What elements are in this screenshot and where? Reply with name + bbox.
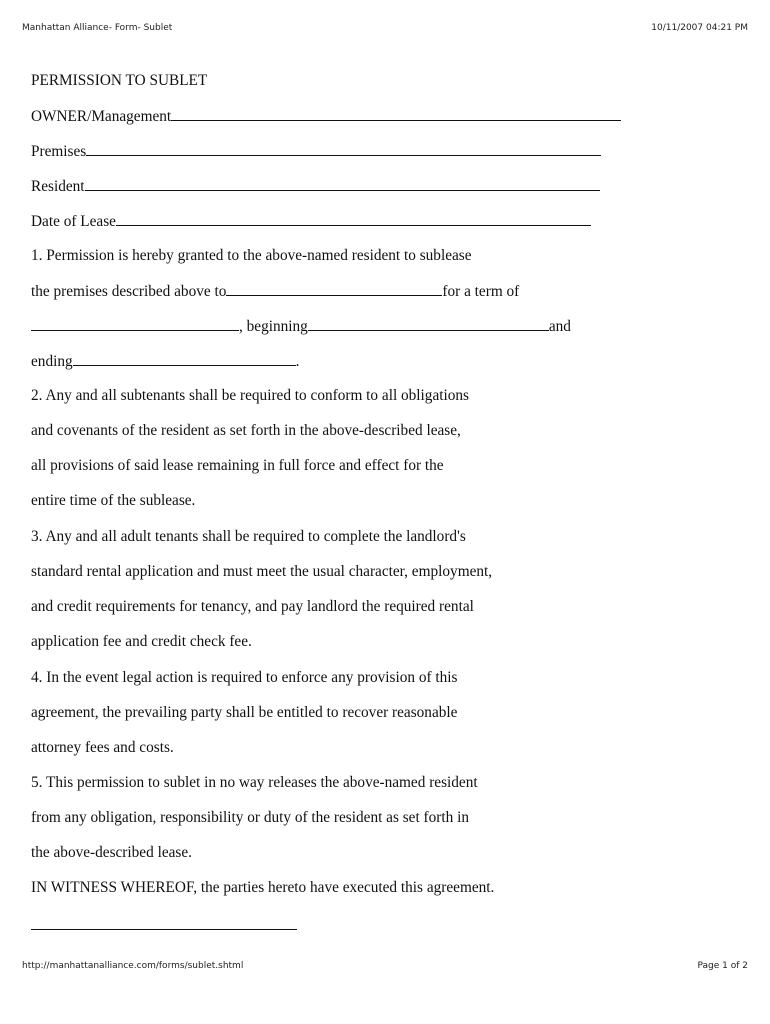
clause3-line: application fee and credit check fee.: [31, 633, 252, 650]
clause1-text: , beginning: [239, 318, 308, 335]
clause1-line: 1. Permission is hereby granted to the above-named resident to sublease: [31, 247, 472, 264]
beginning-blank-line: [308, 316, 549, 331]
clause2-line: 2. Any and all subtenants shall be required to conform to all obligations: [31, 387, 470, 404]
clause1-line: [31, 351, 299, 372]
clause3-line: and credit requirements for tenancy, and pay landlord the required rental: [31, 598, 474, 615]
clause5-line: 5. This permission to sublet in no way releases the above-named resident: [31, 774, 478, 791]
premises-field-label: Premises: [31, 143, 87, 160]
signature-line: [31, 929, 297, 930]
clause1-text: .: [295, 353, 300, 370]
date-of-lease-blank-line: [116, 211, 591, 226]
clause1-text: and: [548, 318, 571, 335]
clause5-line: the above-described lease.: [31, 844, 192, 861]
clause4-line: agreement, the prevailing party shall be entitled to recover reasonable: [31, 704, 458, 721]
witness-statement: IN WITNESS WHEREOF, the parties hereto have executed this agreement.: [31, 879, 495, 896]
ending-blank-line: [73, 351, 296, 366]
clause1-text: the premises described above to: [31, 283, 227, 300]
clause5-line: from any obligation, responsibility or duty of the resident as set forth in: [31, 809, 470, 826]
premises-field-row: [31, 141, 601, 162]
date-of-lease-field-label: Date of Lease: [31, 213, 116, 230]
resident-field-label: Resident: [31, 178, 85, 195]
owner-field-row: [31, 106, 621, 127]
clause2-line: and covenants of the resident as set forth in the above-described lease,: [31, 422, 461, 439]
owner-blank-line: [171, 106, 621, 121]
clause3-line: standard rental application and must meet the usual character, employment,: [31, 563, 493, 580]
clause3-line: 3. Any and all adult tenants shall be required to complete the landlord's: [31, 528, 466, 545]
print-footer-url: http://manhattanalliance.com/forms/sublet.shtml: [22, 961, 244, 971]
resident-blank-line: [85, 176, 600, 191]
print-header-datetime: 10/11/2007 04:21 PM: [651, 23, 748, 33]
print-footer-page-number: Page 1 of 2: [697, 961, 748, 971]
clause1-line: [31, 281, 519, 302]
term-blank-line: [31, 316, 239, 331]
clause1-line: [31, 316, 571, 337]
date-of-lease-field-row: [31, 211, 591, 232]
resident-field-row: [31, 176, 600, 197]
clause1-text: ending: [31, 353, 73, 370]
premises-blank-line: [86, 141, 601, 156]
subtenant-blank-line: [226, 281, 442, 296]
clause1-text: for a term of: [442, 283, 520, 300]
print-header-title: Manhattan Alliance- Form- Sublet: [22, 23, 173, 33]
clause2-line: entire time of the sublease.: [31, 492, 196, 509]
clause4-line: 4. In the event legal action is required to enforce any provision of this: [31, 669, 458, 686]
owner-field-label: OWNER/Management: [31, 108, 172, 125]
document-heading: PERMISSION TO SUBLET: [31, 72, 208, 89]
clause2-line: all provisions of said lease remaining in full force and effect for the: [31, 457, 444, 474]
clause4-line: attorney fees and costs.: [31, 739, 174, 756]
